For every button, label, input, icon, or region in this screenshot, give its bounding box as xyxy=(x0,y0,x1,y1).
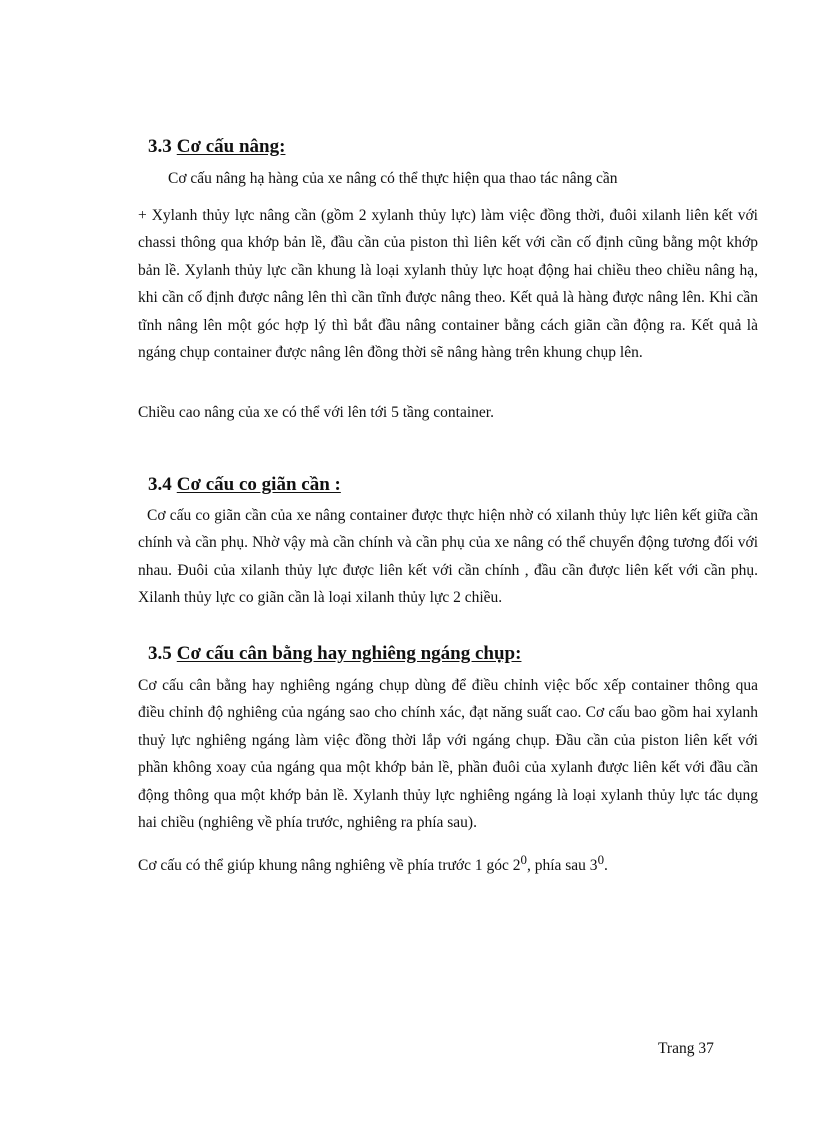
note-superscript: 0 xyxy=(520,852,527,867)
section-number: 3.4 xyxy=(148,474,172,495)
section-3-5-note xyxy=(138,846,758,880)
section-number: 3.5 xyxy=(148,643,172,664)
note-superscript: 0 xyxy=(597,852,605,867)
note-text: , phía sau 3 xyxy=(526,857,598,875)
section-number: 3.3 xyxy=(148,136,172,157)
section-title: Cơ cấu cân bằng hay nghiêng ngáng chụp: xyxy=(176,643,522,664)
page-number: Trang 37 xyxy=(658,1040,714,1057)
note-text: . xyxy=(604,857,608,875)
section-heading-3-5 xyxy=(148,643,521,665)
section-heading-3-4 xyxy=(148,474,341,496)
section-title: Cơ cấu nâng: xyxy=(176,136,286,157)
section-3-3-note: Chiều cao nâng của xe có thể với lên tới 5 tầng container. xyxy=(138,404,494,421)
section-heading-3-3 xyxy=(148,136,285,158)
section-3-5-body: Cơ cấu cân bằng hay nghiêng ngáng chụp dùng để điều chỉnh việc bốc xếp container thông qua điều chỉnh độ nghiêng của ngáng sao cho chính xác, đạt năng suất cao. Cơ cấu bao gồm hai xylanh thuỷ lực nghiêng ngáng làm việc đồng thời lắp với ngáng chụp. Đầu cần của piston liên kết với phần không xoay của ngáng qua một khớp bản lề, phần đuôi của xylanh được liên kết với đầu cần động thông qua một khớp bản lề. Xylanh thủy lực nghiêng ngáng là loại xylanh thủy lực tác dụng hai chiều (nghiêng về phía trước, nghiêng ra phía sau). xyxy=(138,677,758,832)
section-3-3-intro: Cơ cấu nâng hạ hàng của xe nâng có thể thực hiện qua thao tác nâng cần xyxy=(168,170,618,187)
note-text: Cơ cấu có thể giúp khung nâng nghiêng về phía trước 1 góc 2 xyxy=(138,857,521,875)
section-3-3-body: + Xylanh thủy lực nâng cần (gồm 2 xylanh thủy lực) làm việc đồng thời, đuôi xilanh liên kết với chassi thông qua khớp bản lề, đầu cần của piston thì liên kết với cần cố định cũng bằng một khớp bản lề. Xylanh thủy lực cần khung là loại xylanh thủy lực hoạt động hai chiều theo chiều nâng hạ, khi cần cố định được nâng lên thì cần tĩnh được nâng theo. Kết quả là hàng được nâng lên. Khi cần tĩnh nâng lên một góc hợp lý thì bắt đầu nâng container bằng cách giãn cần động ra. Kết quả là ngáng chụp container được nâng lên đồng thời sẽ nâng hàng trên khung chụp lên. xyxy=(138,207,758,362)
section-3-4-body: Cơ cấu co giãn cần của xe nâng container được thực hiện nhờ có xilanh thủy lực liên kết giữa cần chính và cần phụ. Nhờ vậy mà cần chính và cần phụ của xe nâng có thể chuyển động tương đối với nhau. Đuôi của xilanh thủy lực được liên kết với cần chính , đầu cần được liên kết với cần phụ. Xilanh thủy lực co giãn cần là loại xilanh thủy lực 2 chiều. xyxy=(138,507,758,607)
section-title: Cơ cấu co giãn cần : xyxy=(176,474,341,495)
